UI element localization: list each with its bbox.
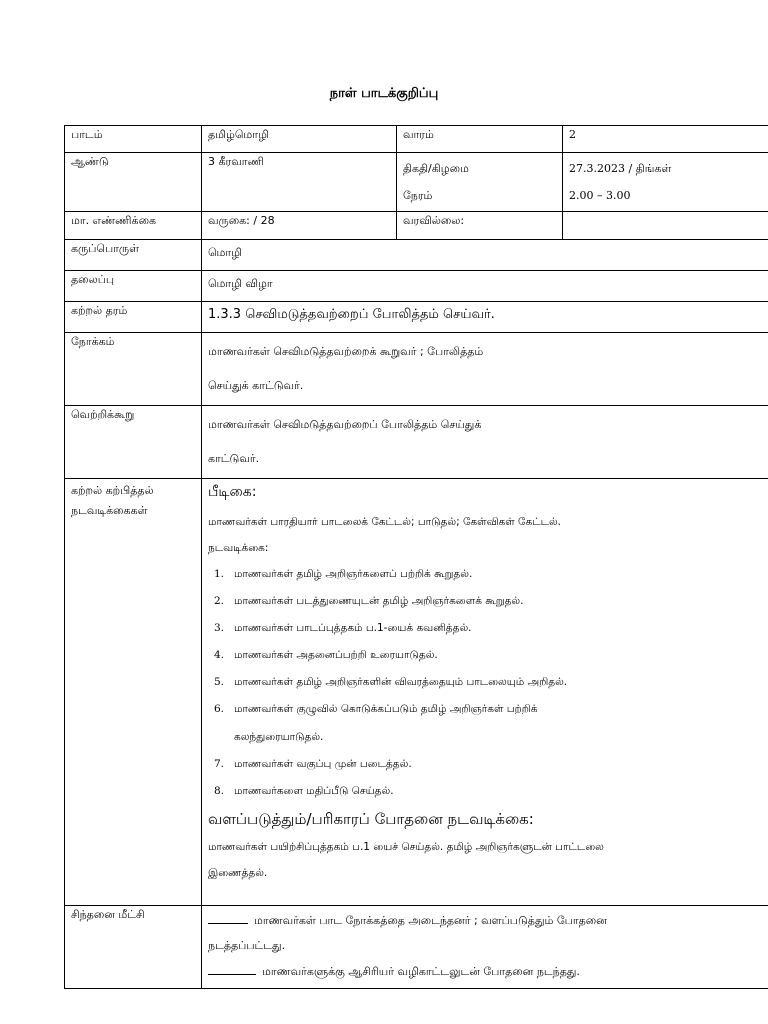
theme-value: மொழி [202, 240, 768, 271]
activities-label-line-2: நடவடிக்கைகள் [71, 504, 148, 517]
list-item [214, 561, 768, 588]
step-text: மாணவர்கள் குழுவில் கொடுக்கப்படும் தமிழ் அறிஞர்கள் பற்றிக் [234, 703, 538, 715]
step-number: 7. [214, 758, 225, 770]
success-value [202, 406, 768, 479]
step-number: 4. [214, 649, 225, 661]
table-row [65, 126, 768, 153]
step-text: மாணவர்கள் பாடப்புத்தகம் ப.1-யைக் கவனித்தல். [234, 622, 472, 634]
reflection-text-2: மாணவர்களுக்கு ஆசிரியர் வழிகாட்டலுடன் போதனை நடந்தது. [262, 965, 580, 978]
step-number: 2. [214, 595, 225, 607]
step-number: 1. [214, 568, 225, 580]
objective-value [202, 333, 768, 406]
subject-value: தமிழ்மொழி [202, 126, 397, 153]
reflection-content [202, 906, 768, 989]
topic-label: தலைப்பு [65, 271, 202, 302]
date-time-values [563, 153, 768, 212]
table-row [65, 271, 768, 302]
list-item [214, 696, 768, 751]
absent-label: வரவில்லை: [397, 212, 563, 240]
table-row [65, 906, 768, 989]
time-label: நேரம் [403, 189, 433, 202]
blank-line[interactable] [208, 964, 256, 975]
lesson-plan-table [64, 125, 768, 989]
induction-title: பீடிகை: [208, 484, 257, 500]
blank-line[interactable] [208, 913, 248, 924]
table-row [65, 212, 768, 240]
table-row [65, 406, 768, 479]
reflection-text-1: மாணவர்கள் பாட நோக்கத்தை அடைந்தனர் ; வளப்படுத்தும் போதனை [254, 914, 607, 927]
list-item [214, 588, 768, 615]
activities-label [65, 479, 202, 906]
success-line-1: மாணவர்கள் செவிமடுத்தவற்றைப் போலித்தம் செய்துக் [208, 418, 482, 431]
table-row [65, 302, 768, 333]
step-text: மாணவர்களை மதிப்பீடு செய்தல். [234, 785, 394, 797]
objective-line-1: மாணவர்கள் செவிமடுத்தவற்றைக் கூறுவர் ; போலித்தம் [208, 345, 484, 358]
list-item [214, 642, 768, 669]
date-label: திகதி/கிழமை [403, 162, 469, 175]
activities-label-line-1: கற்றல் கற்பித்தல் [71, 484, 154, 497]
week-label: வாரம் [397, 126, 563, 153]
reflection-line-1b: நடத்தப்பட்டது. [208, 939, 286, 952]
step-number: 3. [214, 622, 225, 634]
absent-value [563, 212, 768, 240]
table-row [65, 240, 768, 271]
reflection-line-2 [208, 958, 768, 986]
students-label: மா. எண்ணிக்கை [65, 212, 202, 240]
page-title: நாள் பாடக்குறிப்பு [329, 86, 439, 101]
year-label: ஆண்டு [65, 153, 202, 212]
objective-line-2: செய்துக் காட்டுவர். [208, 379, 304, 392]
attendance-value: வருகை: / 28 [202, 212, 397, 240]
standard-value: 1.3.3 செவிமடுத்தவற்றைப் போலித்தம் செய்வர். [202, 302, 768, 333]
date-value: 27.3.2023 / திங்கள் [569, 162, 672, 175]
reflection-line-1 [208, 908, 768, 934]
table-row [65, 479, 768, 906]
subject-label: பாடம் [65, 126, 202, 153]
list-item [214, 778, 768, 805]
step-number: 8. [214, 785, 225, 797]
enrich-line-1: மாணவர்கள் பயிற்சிப்புத்தகம் ப.1 யைச் செய்தல். தமிழ் அறிஞர்களுடன் பாட்டலை [208, 841, 604, 853]
steps-list [208, 561, 768, 805]
step-continuation: கலந்துரையாடுதல். [234, 731, 324, 743]
year-value: 3 கீரவாணி [202, 153, 397, 212]
list-item [214, 615, 768, 642]
table-row [65, 153, 768, 212]
list-item [214, 669, 768, 696]
step-text: மாணவர்கள் அதனைப்பற்றி உரையாடுதல். [234, 649, 438, 661]
topic-value: மொழி விழா [202, 271, 768, 302]
step-text: மாணவர்கள் வகுப்பு முன் படைத்தல். [234, 758, 412, 770]
step-text: மாணவர்கள் படத்துணையுடன் தமிழ் அறிஞர்களைக் கூறுதல். [234, 595, 524, 607]
time-value: 2.00 – 3.00 [569, 189, 631, 202]
table-row [65, 333, 768, 406]
enrich-line-2: இணைத்தல். [208, 867, 268, 879]
theme-label: கருப்பொருள் [65, 240, 202, 271]
activities-content [202, 479, 768, 906]
enrich-title: வளப்படுத்தும்/பரிகாரப் போதனை நடவடிக்கை: [208, 810, 534, 828]
step-number: 6. [214, 703, 225, 715]
step-text: மாணவர்கள் தமிழ் அறிஞர்களின் விவரத்தையும் பாடலையும் அறிதல். [234, 676, 568, 688]
step-number: 5. [214, 676, 225, 688]
standard-label: கற்றல் தரம் [65, 302, 202, 333]
list-item [214, 751, 768, 778]
steps-title: நடவடிக்கை: [208, 542, 269, 554]
step-text: மாணவர்கள் தமிழ் அறிஞர்களைப் பற்றிக் கூறுதல். [234, 568, 473, 580]
objective-label: நோக்கம் [65, 333, 202, 406]
week-value: 2 [563, 126, 768, 153]
reflection-label: சிந்தனை மீட்சி [65, 906, 202, 989]
induction-text: மாணவர்கள் பாரதியார் பாடலைக் கேட்டல்; பாடுதல்; கேள்விகள் கேட்டல். [208, 516, 561, 528]
date-time-labels [397, 153, 563, 212]
success-label: வெற்றிக்கூறு [65, 406, 202, 479]
success-line-2: காட்டுவர். [208, 452, 260, 465]
